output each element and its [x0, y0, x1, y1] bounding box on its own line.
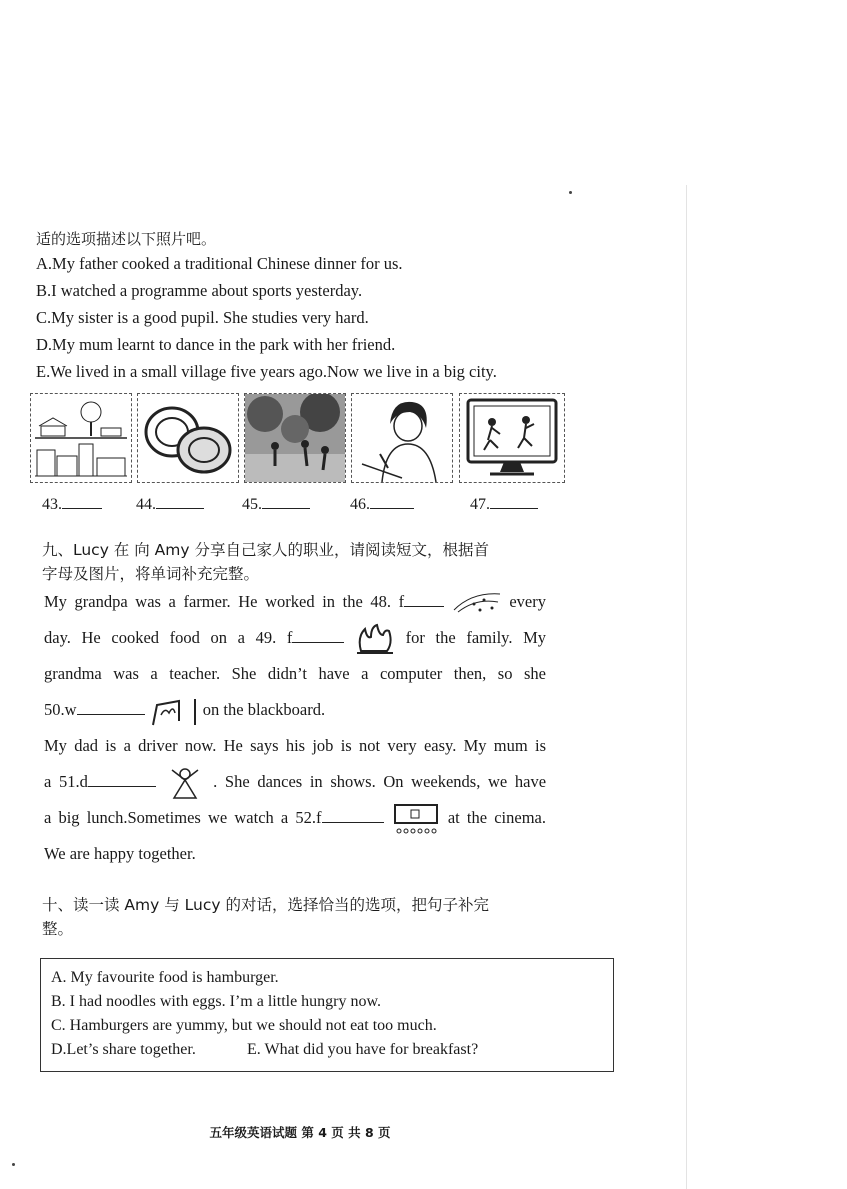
passage-line: We are happy together. [44, 844, 196, 864]
photo-row [30, 393, 565, 483]
instruction-text: 适的选项描述以下照片吧。 [36, 230, 217, 248]
dialogue-option-e: E. What did you have for breakfast? [247, 1041, 479, 1058]
section9-title-line1: 九、Lucy 在 向 Amy 分享自己家人的职业，请阅读短文，根据首 [42, 541, 489, 559]
passage-line: My dad is a driver now. He says his job is not very easy. My mum is [44, 736, 546, 755]
passage-line: grandma was a teacher. She didn’t have a computer then, so she [44, 664, 546, 683]
fire-icon [355, 623, 395, 655]
dialogue-option-b: B. I had noodles with eggs. I’m a little hungry now. [51, 993, 382, 1010]
speck [12, 1163, 15, 1166]
passage-line: 50.w on the blackboard. [44, 692, 546, 728]
studying-girl-icon [351, 393, 453, 483]
dialogue-option-c: C. Hamburgers are yummy, but we should not eat too much. [51, 1017, 437, 1034]
dialogue-option-a: A. My favourite food is hamburger. [51, 969, 279, 986]
answer-46: 46. [350, 494, 414, 514]
option-b: B.I watched a programme about sports yesterday. [36, 281, 363, 300]
section9-passage [44, 584, 546, 872]
option-e: E.We lived in a small village five years ago.Now we live in a big city. [36, 362, 497, 381]
answer-43: 43. [42, 494, 102, 514]
passage-line: a big lunch.Sometimes we watch a 52.f at the cinema. [44, 800, 546, 836]
section10-title-line1: 十、读一读 Amy 与 Lucy 的对话，选择恰当的选项，把句子补完 [42, 896, 489, 914]
passage-line: My grandpa was a farmer. He worked in the 48. f every [44, 584, 546, 620]
option-a: A.My father cooked a traditional Chinese dinner for us. [36, 254, 403, 273]
passage-line: day. He cooked food on a 49. f for the family. My [44, 620, 546, 656]
dancer-icon [164, 766, 206, 800]
dialogue-option-d: D.Let’s share together. [51, 1041, 196, 1058]
answer-47: 47. [470, 494, 538, 514]
mooncakes-icon [137, 393, 239, 483]
page-footer: 五年级英语试题 第 4 页 共 8 页 [209, 1125, 391, 1140]
page-edge [686, 185, 687, 1189]
option-d: D.My mum learnt to dance in the park with her friend. [36, 335, 396, 354]
section10-title-line2: 整。 [42, 920, 74, 938]
tv-sports-icon [459, 393, 565, 483]
film-screen-icon [391, 803, 441, 835]
speck [569, 191, 572, 194]
writing-hand-icon [149, 695, 199, 727]
field-icon [452, 590, 502, 616]
answer-44: 44. [136, 494, 204, 514]
village-city-icon [30, 393, 132, 483]
dialogue-options-box [40, 958, 614, 1072]
answer-45: 45. [242, 494, 310, 514]
option-c: C.My sister is a good pupil. She studies very hard. [36, 308, 369, 327]
park-dance-icon [244, 393, 346, 483]
section9-title-line2: 字母及图片，将单词补充完整。 [42, 565, 260, 583]
passage-line: a 51.d . She dances in shows. On weekends, we have [44, 764, 546, 800]
